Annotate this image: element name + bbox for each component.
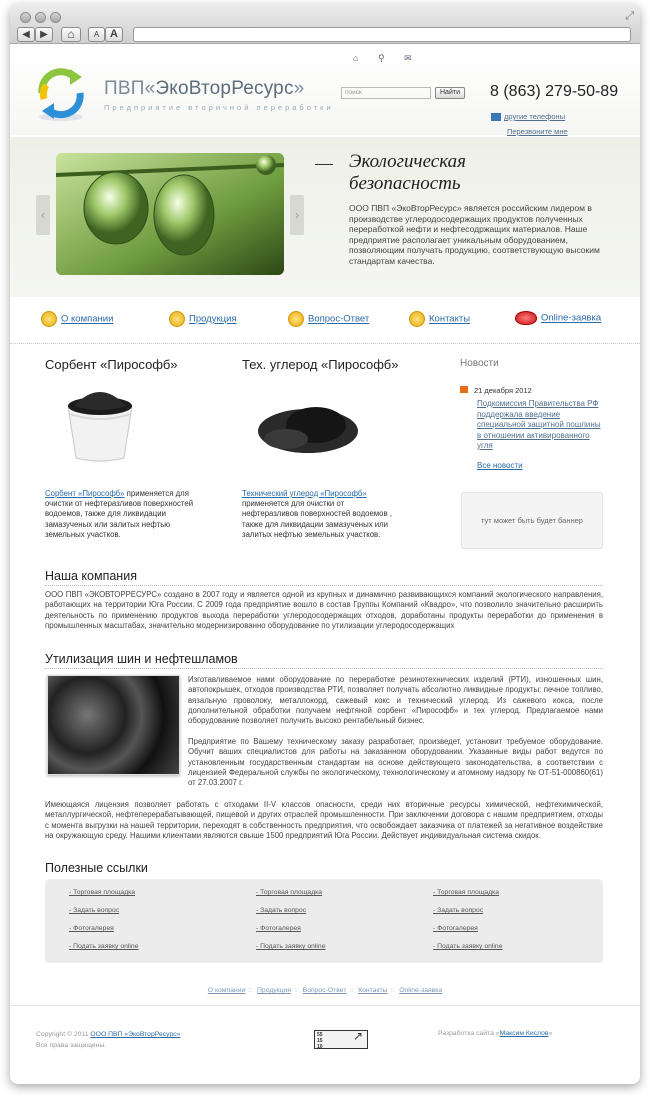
link-photo-gallery[interactable]: - Фотогалерея [69,925,114,932]
footer-link-contacts[interactable]: Контакты [358,987,388,994]
link-photo-gallery[interactable]: - Фотогалерея [256,925,301,932]
tires-paragraph-3: Имеющаяся лицензия позволяет работать с отходами II-V классов опасности, среди них вторичные ресурсы химической, нефтехимической, металлургической, нефтеперерабатывающей, пищевой и других отраслей промышленности. При заключении договора с нашим предприятием, отходы с момента выгрузки на нашей территории, переходят в собственность предприятия, что освобождает заказчика от платежей за негативное воздействие на окружающую среду. Нашими клиентами являются свыше 1500 предприятий Юга России. Действует индивидуальная система скидок. [45,800,603,840]
company-text: ООО ПВП «ЭКОВТОРРЕСУРС» создано в 2007 году и является одной из крупных и динамично развивающихся компаний экологического направления, работающих на территории Юга России. С 2009 года предприятие вошло в состав Группы Компаний «Квадро», что позволило значительно расширить деятельность по применению продуктов выхода переработки углеродосодержащих отходов, доработаны продукты переработки до применения в промышленных масштабах, значительно модернизированно оборудование по утилизации углеродосодержащих [45,590,603,630]
developer-credit: Разработка сайта «Максим Кислов» [438,1030,553,1037]
tires-image [47,675,180,775]
minimize-window-button[interactable] [35,12,46,23]
carbon-link[interactable]: Технический углерод «Пирософб» [242,489,367,498]
divider [45,585,603,586]
banner-placeholder: тут может быть будет баннер [461,492,603,549]
recycle-logo-icon[interactable] [30,63,92,125]
sorbent-link[interactable]: Сорбент «Пирософб» [45,489,125,498]
text-larger-button[interactable]: A [105,27,123,42]
home-icon[interactable]: ⌂ [353,53,359,63]
nav-faq[interactable]: Вопрос-Ответ [288,311,369,327]
carbon-powder-image [246,389,366,469]
link-online-request[interactable]: - Подать заявку online [69,943,139,950]
browser-toolbar [10,4,640,44]
footer-link-online-request[interactable]: Online-заявка [399,987,443,994]
link-online-request[interactable]: - Подать заявку online [256,943,326,950]
slide-prev-button[interactable]: ‹ [36,195,50,235]
site-header [10,45,640,135]
copyright-company-link[interactable]: ООО ПВП «ЭкоВторРесурс» [90,1031,181,1038]
brand-slogan: Предприятие вторичной переработки [104,103,334,112]
arrow-icon: ↗ [352,1029,363,1043]
search-icon[interactable]: ⚲ [377,53,385,63]
visitor-counter[interactable]: 55 15 10 ↗ [314,1030,368,1049]
link-trade-platform[interactable]: - Торговая площадка [69,889,136,896]
fullscreen-icon[interactable]: ⤢ [625,10,634,22]
developer-link[interactable]: Максим Кислов [499,1030,549,1037]
carbon-description: Технический углерод «Пирософб» применяется для очистки от нефтеразливов поверхностей водоемов , также для ликвидации замазученых или залитых нефтью земельных участков. [242,489,392,539]
products-icon [169,311,185,327]
tires-paragraph-1: Изготавливаемое нами оборудование по переработке резинотехнических изделий (РТИ), изношенных шин, автопокрышек, отходов производства РТИ, позволяет получать абсолютно ликвидные продукты: печное топливо, вязальную проволоку, металлокорд, сажевый кокс и технический углерод. Из сажевого кокса, после дополнительной обработки получаем нефтяной сорбент «Пирософб» и тех углерод. Предлагаемое нами оборудование позволяет получить высоко рентабельный бизнес. [188,675,603,726]
footer-nav: О компании :: Продукция :: Вопрос-Ответ :: Контакты :: Online-заявка [207,987,443,994]
zoom-window-button[interactable] [50,12,61,23]
nav-products[interactable]: Продукция [169,311,237,327]
link-trade-platform[interactable]: - Торговая площадка [256,889,323,896]
slide-next-button[interactable]: › [290,195,304,235]
all-news-link[interactable]: Все новости [477,461,523,470]
link-ask-question[interactable]: - Задать вопрос [69,907,120,914]
back-button[interactable]: ◀ [17,27,35,42]
product-title-sorbent: Сорбент «Пирософб» [45,357,178,372]
banner-text: ООО ПВП «ЭкоВторРесурс» является российским лидером в производстве углеродосодержащих продуктов полученных переработкой нефти и нефтесодржащих материалов. Наше предприятие располагает уникальным оборудованием, позволяющим получать продукцию, соответствующую высоким стандартам качества. [349,203,600,266]
link-online-request[interactable]: - Подать заявку online [433,943,503,950]
brand-title[interactable]: ПВП«ЭкоВторРесурс» [104,78,305,99]
company-heading: Наша компания [45,569,137,583]
top-icons [353,53,429,64]
nav-online-request[interactable]: Online-заявка [515,311,601,325]
footer-divider [10,1005,640,1006]
link-ask-question[interactable]: - Задать вопрос [256,907,307,914]
address-bar[interactable] [133,27,631,42]
link-trade-platform[interactable]: - Торговая площадка [433,889,500,896]
dew-drops-image [56,153,284,275]
home-button[interactable]: ⌂ [61,27,81,42]
main-nav [10,299,640,344]
close-window-button[interactable] [20,12,31,23]
useful-links-box [45,879,603,963]
check-icon [41,311,57,327]
mail-icon[interactable]: ✉ [404,53,412,63]
news-date: 21 декабря 2012 [460,386,532,395]
news-heading: Новости [460,358,499,369]
footer-link-products[interactable]: Продукция [256,987,291,994]
divider [45,668,603,669]
browser-window [10,4,640,1084]
link-photo-gallery[interactable]: - Фотогалерея [433,925,478,932]
sorbent-description: Сорбент «Пирософб» применяется для очистки от нефтеразливов поверхностей водоемов, также для ликвидации замазученых или залитых нефтью земельных участков. [45,489,194,539]
text-smaller-button[interactable]: A [88,27,105,42]
sorbent-bucket-image [60,384,140,464]
banner-title: Экологическая безопасность [349,151,466,194]
footer-link-about[interactable]: О компании [207,987,246,994]
footer-link-faq[interactable]: Вопрос-Ответ [302,987,347,994]
promo-banner [10,137,640,297]
product-title-carbon: Тех. углерод «Пирософб» [242,357,399,372]
tires-heading: Утилизация шин и нефтешламов [45,652,238,666]
arrow-right-icon [491,113,501,121]
arrow-right-icon [460,386,468,393]
other-phones-link[interactable]: другие телефоны [491,112,565,121]
news-item-link[interactable]: Подкомиссия Правительства РФ поддержала введение специальной защитной пошлины в отношении активированного угля [477,399,601,450]
nav-contacts[interactable]: Контакты [409,311,470,327]
question-icon [288,311,304,327]
callback-link[interactable]: Перезвоните мне [507,127,568,136]
title-dash [315,164,333,165]
phone-number: 8 (863) 279-50-89 [490,83,619,100]
forward-button[interactable]: ▶ [35,27,53,42]
search-input[interactable]: поиск [341,87,431,99]
mouse-icon [515,311,537,325]
useful-links-heading: Полезные ссылки [45,861,148,875]
link-ask-question[interactable]: - Задать вопрос [433,907,484,914]
contacts-icon [409,311,425,327]
search-button[interactable]: Найти [435,87,465,99]
nav-about[interactable]: О компании [41,311,113,327]
news-block [460,358,620,470]
tires-paragraph-2: Предприятие по Вашему техническому заказу разработает, произведет, установит требуемое оборудование. Обучит ваших специалистов для работы на заказанном оборудовании. Указанные виды работ ведутся по установленным государственным стандартам на основе действующего законодательства, в соответствии с лицензией Федеральной службы по экологическому, технологическому и атомному надзору № ОТ-51-000860(61) от 27.03.2007 г. [188,737,603,788]
copyright: Copyright © 2011 ООО ПВП «ЭкоВторРесурс» Все права защищены. [36,1031,181,1049]
